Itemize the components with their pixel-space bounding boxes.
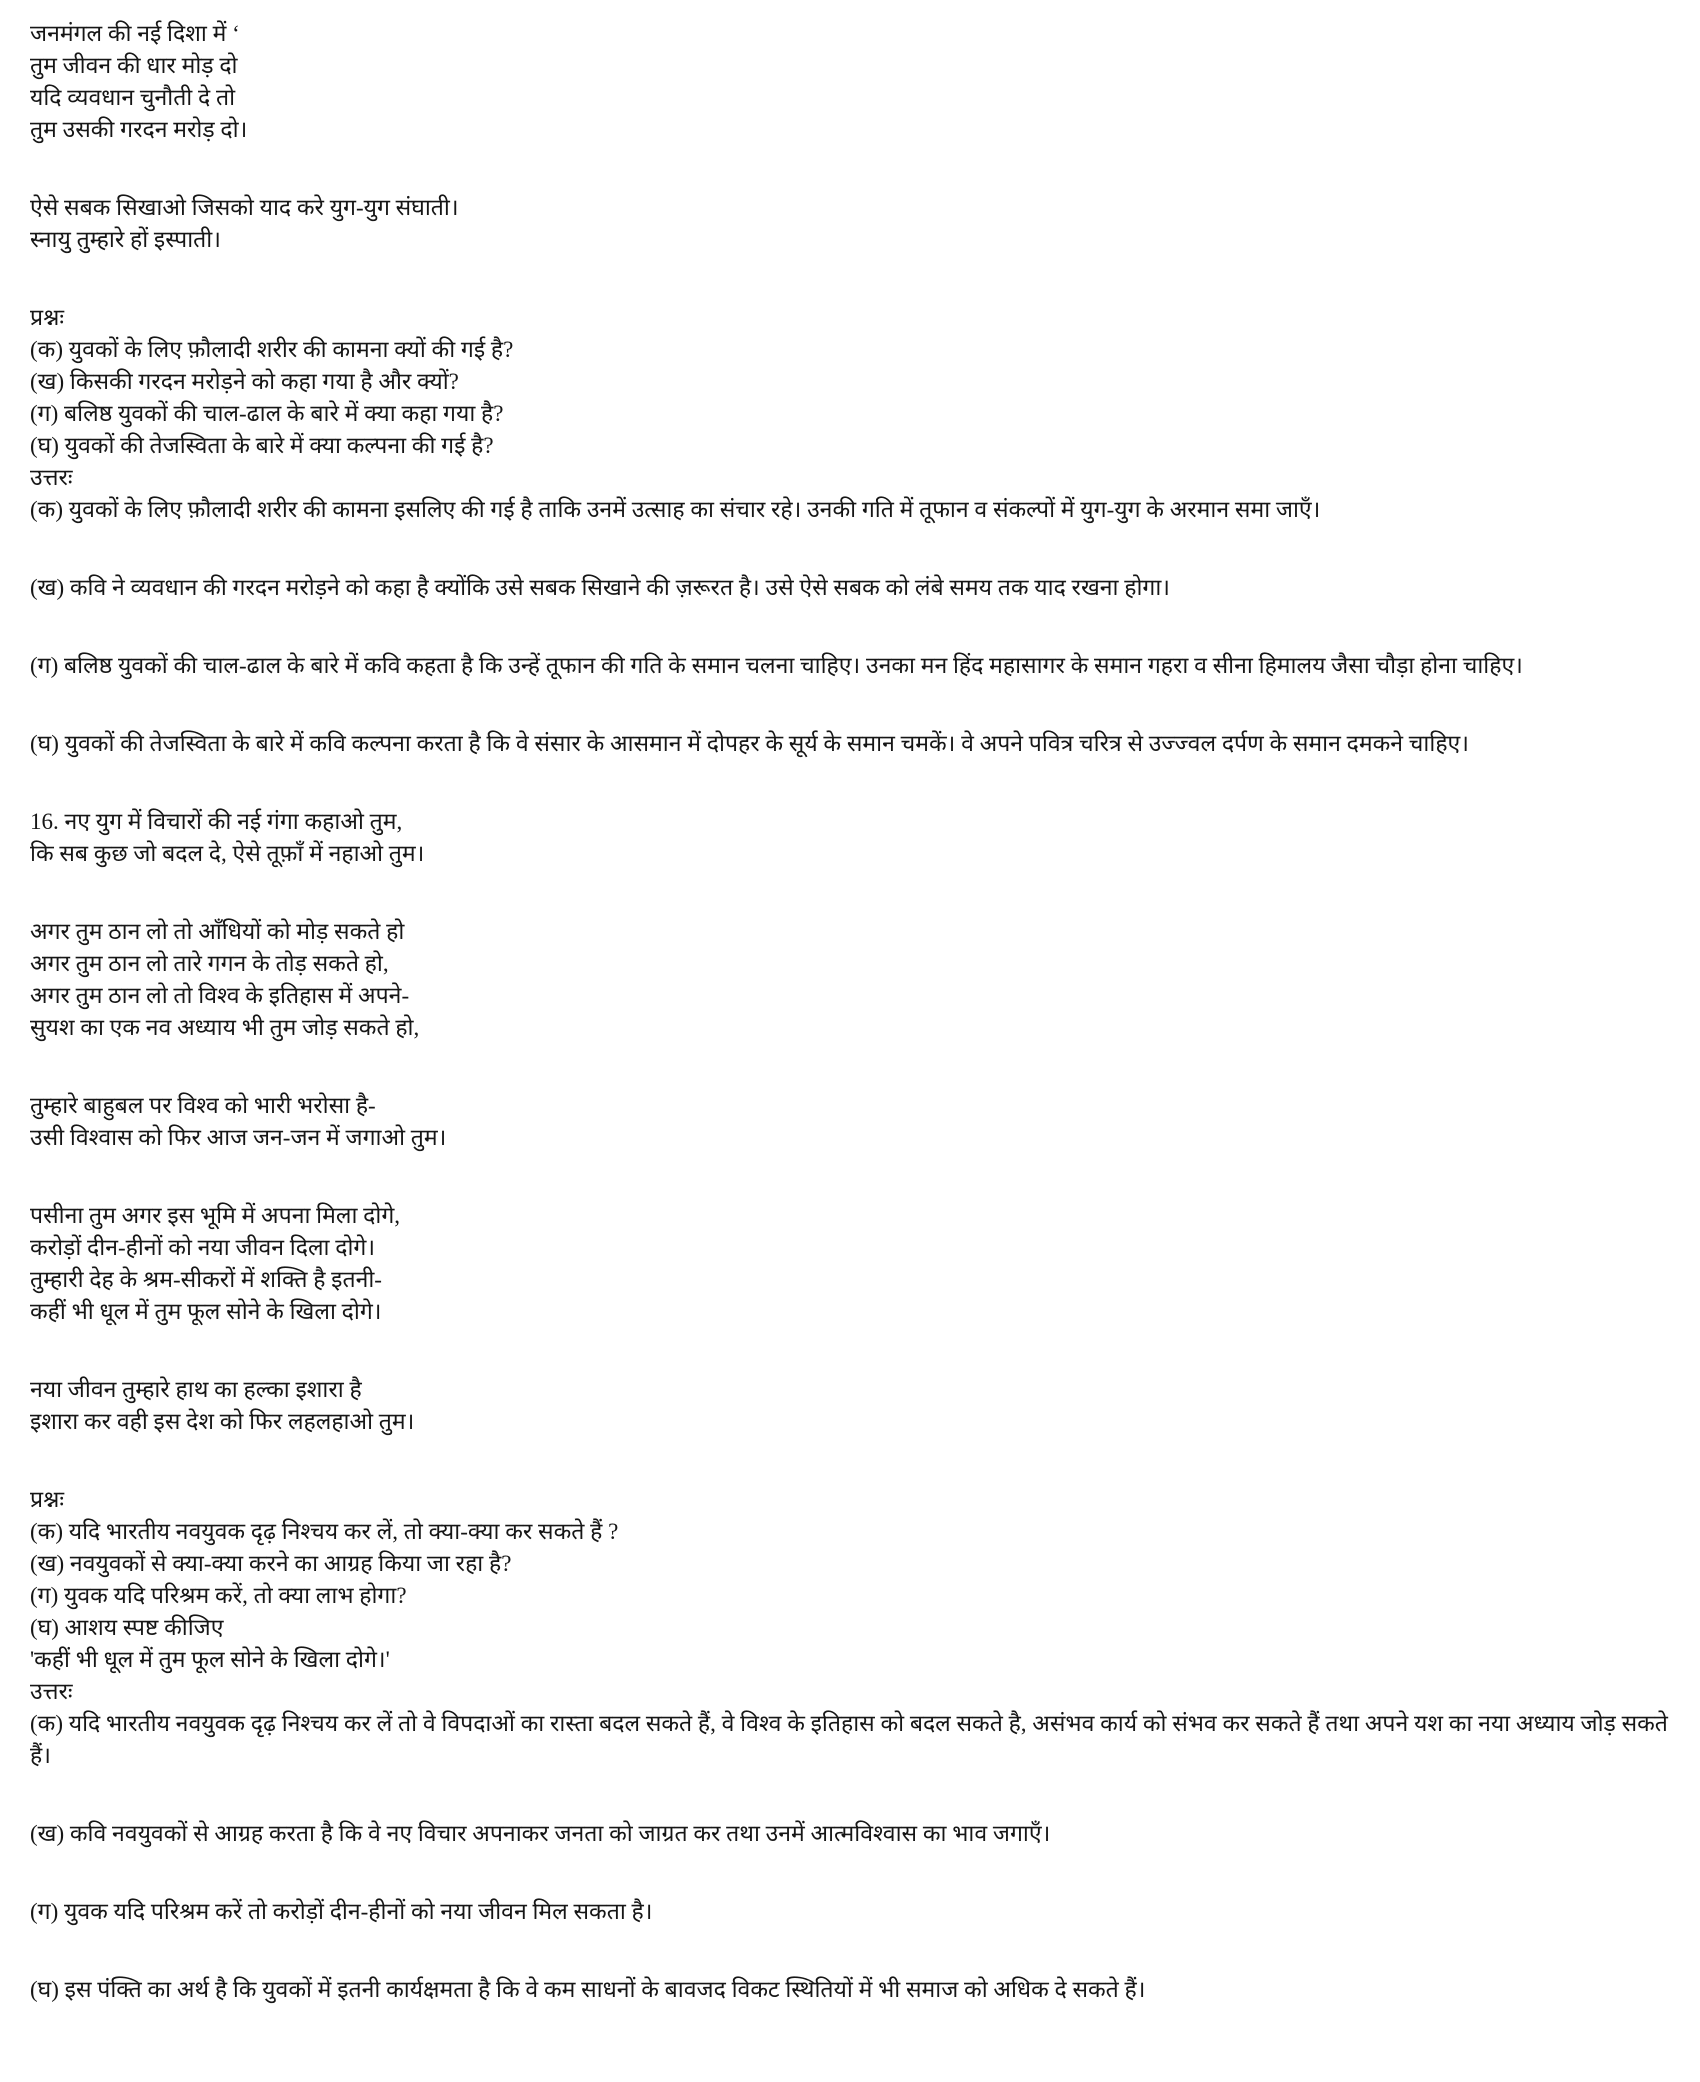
text-line: प्रश्नः <box>30 305 64 330</box>
text-line: (घ) युवकों की तेजस्विता के बारे में कवि कल्पना करता है कि वे संसार के आसमान में दोपहर के सूर्य के समान चमकें। वे अपने पवित्र चरित्र से उज्ज्वल दर्पण के समान दमकने चाहिए। <box>30 731 1469 756</box>
text-line: (ग) बलिष्ठ युवकों की चाल-ढाल के बारे में कवि कहता है कि उन्हें तूफान की गति के समान चलना चाहिए। उनका मन हिंद महासागर के समान गहरा व सीना हिमालय जैसा चौड़ा होना चाहिए। <box>30 653 1523 678</box>
poem-stanza <box>30 192 1672 256</box>
text-line: उत्तरः <box>30 1679 73 1704</box>
text-line: तुम्हारी देह के श्रम-सीकरों में शक्ति है इतनी- <box>30 1267 382 1292</box>
text-line: (घ) आशय स्पष्ट कीजिए <box>30 1615 224 1640</box>
poem-stanza <box>30 1090 1672 1154</box>
text-line: इशारा कर वही इस देश को फिर लहलहाओ तुम। <box>30 1409 415 1434</box>
answer-paragraph <box>30 494 1672 526</box>
text-line: (ग) युवक यदि परिश्रम करें तो करोड़ों दीन-हीनों को नया जीवन मिल सकता है। <box>30 1899 653 1924</box>
answer-paragraph <box>30 650 1672 682</box>
text-line: (घ) इस पंक्ति का अर्थ है कि युवकों में इतनी कार्यक्षमता है कि वे कम साधनों के बावजद विकट स्थितियों में भी समाज को अधिक दे सकते हैं। <box>30 1977 1146 2002</box>
text-line: यदि व्यवधान चुनौती दे तो <box>30 85 236 110</box>
text-line: प्रश्नः <box>30 1487 64 1512</box>
answer-paragraph <box>30 572 1672 604</box>
text-line: ऐसे सबक सिखाओ जिसको याद करे युग-युग संघाती। <box>30 195 459 220</box>
poem-stanza <box>30 18 1672 146</box>
text-line: कि सब कुछ जो बदल दे, ऐसे तूफ़ाँ में नहाओ तुम। <box>30 841 425 866</box>
text-line: (क) यदि भारतीय नवयुवक दृढ़ निश्चय कर लें, तो क्या-क्या कर सकते हैं ? <box>30 1519 619 1544</box>
answer-paragraph <box>30 1896 1672 1928</box>
text-line: स्नायु तुम्हारे हों इस्पाती। <box>30 227 221 252</box>
text-line: (ख) कवि नवयुवकों से आग्रह करता है कि वे नए विचार अपनाकर जनता को जाग्रत कर तथा उनमें आत्मविश्वास का भाव जगाएँ। <box>30 1821 1051 1846</box>
question-block <box>30 302 1672 494</box>
text-line: नया जीवन तुम्हारे हाथ का हल्का इशारा है <box>30 1377 362 1402</box>
text-line: पसीना तुम अगर इस भूमि में अपना मिला दोगे, <box>30 1203 401 1228</box>
poem-stanza <box>30 806 1672 870</box>
text-line: (क) यदि भारतीय नवयुवक दृढ़ निश्चय कर लें तो वे विपदाओं का रास्ता बदल सकते हैं, वे विश्व के इतिहास को बदल सकते है, असंभव कार्य को संभव कर सकते हैं तथा अपने यश का नया अध्याय जोड़ सकते हैं। <box>30 1711 1668 1768</box>
answer-paragraph <box>30 1708 1672 1772</box>
poem-stanza <box>30 1200 1672 1328</box>
text-line: उसी विश्वास को फिर आज जन-जन में जगाओ तुम। <box>30 1125 447 1150</box>
text-line: तुम्हारे बाहुबल पर विश्व को भारी भरोसा है- <box>30 1093 376 1118</box>
text-line: कहीं भी धूल में तुम फूल सोने के खिला दोगे। <box>30 1299 382 1324</box>
text-line: अगर तुम ठान लो तो विश्व के इतिहास में अपने- <box>30 983 410 1008</box>
question-block <box>30 1484 1672 1708</box>
answer-paragraph <box>30 1818 1672 1850</box>
text-line: (ख) कवि ने व्यवधान की गरदन मरोड़ने को कहा है क्योंकि उसे सबक सिखाने की ज़रूरत है। उसे ऐसे सबक को लंबे समय तक याद रखना होगा। <box>30 575 1171 600</box>
text-line: (ग) युवक यदि परिश्रम करें, तो क्या लाभ होगा? <box>30 1583 407 1608</box>
poem-stanza <box>30 916 1672 1044</box>
text-line: उत्तरः <box>30 465 73 490</box>
poem-stanza <box>30 1374 1672 1438</box>
text-line: अगर तुम ठान लो तारे गगन के तोड़ सकते हो, <box>30 951 389 976</box>
text-line: तुम जीवन की धार मोड़ दो <box>30 53 238 78</box>
text-line: (क) युवकों के लिए फ़ौलादी शरीर की कामना क्यों की गई है? <box>30 337 514 362</box>
text-line: (घ) युवकों की तेजस्विता के बारे में क्या कल्पना की गई है? <box>30 433 494 458</box>
text-line: (ख) नवयुवकों से क्या-क्या करने का आग्रह किया जा रहा है? <box>30 1551 512 1576</box>
text-line: सुयश का एक नव अध्याय भी तुम जोड़ सकते हो, <box>30 1015 420 1040</box>
text-line: तुम उसकी गरदन मरोड़ दो। <box>30 117 248 142</box>
text-line: 'कहीं भी धूल में तुम फूल सोने के खिला दोगे।' <box>30 1647 390 1672</box>
answer-paragraph <box>30 728 1672 760</box>
text-line: करोड़ों दीन-हीनों को नया जीवन दिला दोगे। <box>30 1235 376 1260</box>
text-line: जनमंगल की नई दिशा में ‘ <box>30 21 240 46</box>
text-line: (ख) किसकी गरदन मरोड़ने को कहा गया है और क्यों? <box>30 369 459 394</box>
text-line: 16. नए युग में विचारों की नई गंगा कहाओ तुम, <box>30 809 403 834</box>
text-line: (क) युवकों के लिए फ़ौलादी शरीर की कामना इसलिए की गई है ताकि उनमें उत्साह का संचार रहे। उनकी गति में तूफान व संकल्पों में युग-युग के अरमान समा जाएँ। <box>30 497 1321 522</box>
answer-paragraph <box>30 1974 1672 2006</box>
text-line: अगर तुम ठान लो तो आँधियों को मोड़ सकते हो <box>30 919 405 944</box>
text-line: (ग) बलिष्ठ युवकों की चाल-ढाल के बारे में क्या कहा गया है? <box>30 401 504 426</box>
